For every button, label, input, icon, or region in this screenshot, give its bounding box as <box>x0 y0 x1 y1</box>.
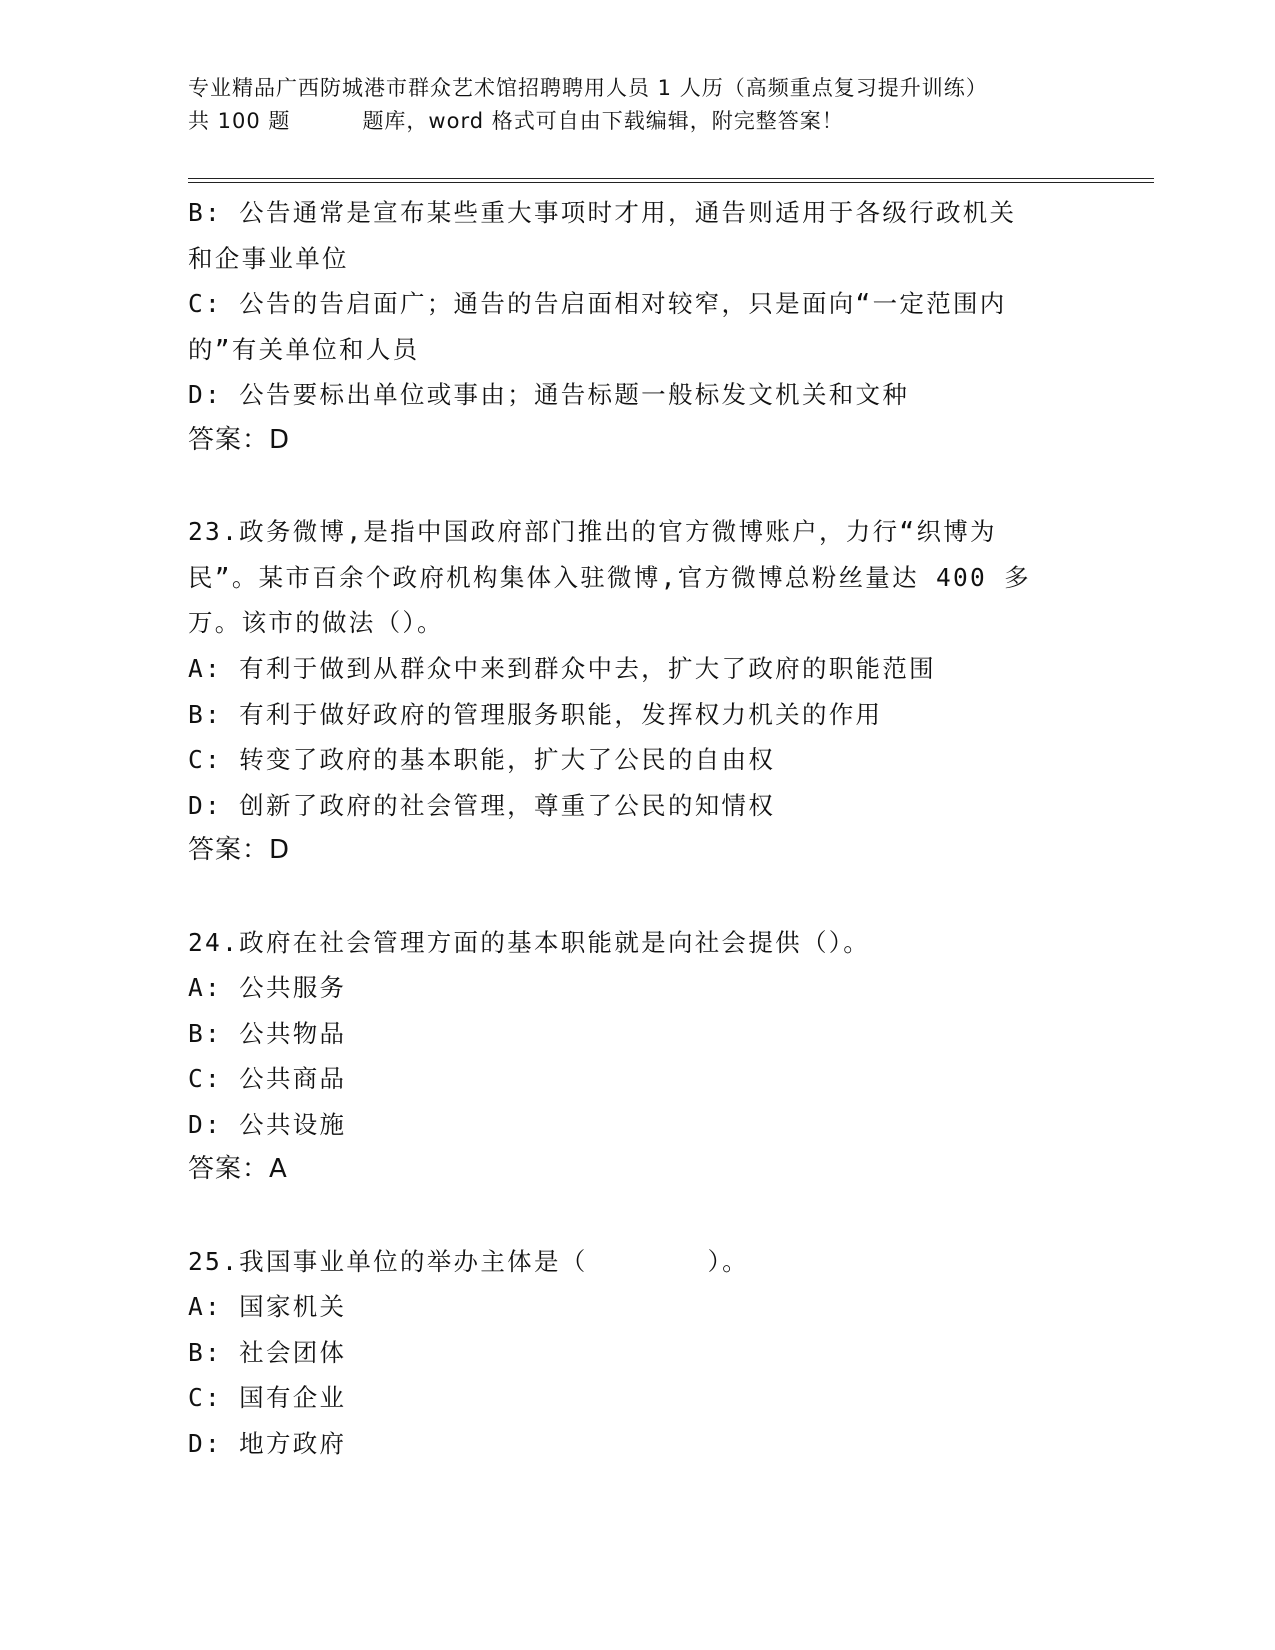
option-c-continued: 的”有关单位和人员 <box>188 334 420 364</box>
question-25 <box>188 1239 1088 1467</box>
question-24 <box>188 920 1088 1194</box>
option-c: C: 公共商品 <box>188 1064 347 1094</box>
option-b: B: 有利于做好政府的管理服务职能，发挥权力机关的作用 <box>188 699 883 729</box>
option-b: B: 社会团体 <box>188 1337 347 1367</box>
question-23 <box>188 509 1088 874</box>
question-stem: 24.政府在社会管理方面的基本职能就是向社会提供（）。 <box>188 927 871 957</box>
question-stem-left: 25.我国事业单位的举办主体是（ <box>188 1246 588 1276</box>
option-b: B: 公共物品 <box>188 1018 347 1048</box>
option-c: C: 公告的告启面广；通告的告启面相对较窄，只是面向“一定范围内 <box>188 289 1007 319</box>
option-d: D: 地方政府 <box>188 1429 347 1459</box>
question-stem-right: ）。 <box>707 1246 749 1276</box>
option-a: A: 公共服务 <box>188 973 347 1003</box>
option-d: D: 公告要标出单位或事由；通告标题一般标发文机关和文种 <box>188 380 910 410</box>
option-b-continued: 和企事业单位 <box>188 243 349 273</box>
header-description: 题库，word 格式可自由下载编辑，附完整答案！ <box>362 109 844 133</box>
header-divider <box>188 178 1154 183</box>
document-body <box>188 190 1088 1467</box>
question-stem: 23.政务微博,是指中国政府部门推出的官方微博账户，力行“织博为 <box>188 517 997 547</box>
header-subtitle-line <box>188 105 1088 138</box>
option-d: D: 创新了政府的社会管理，尊重了公民的知情权 <box>188 790 776 820</box>
header-title-line: 专业精品广西防城港市群众艺术馆招聘聘用人员 1 人历（高频重点复习提升训练） <box>188 76 988 100</box>
option-a: A: 有利于做到从群众中来到群众中去，扩大了政府的职能范围 <box>188 653 936 683</box>
question-count: 共 100 题 <box>188 109 291 133</box>
option-c: C: 国有企业 <box>188 1383 347 1413</box>
question-stem <box>188 1239 1088 1285</box>
answer-line: 答案：D <box>188 835 291 866</box>
document-header <box>188 72 1088 138</box>
prev-question-tail <box>188 190 1088 464</box>
option-c: C: 转变了政府的基本职能，扩大了公民的自由权 <box>188 745 776 775</box>
answer-line: 答案：D <box>188 424 291 455</box>
question-stem-continued: 民”。某市百余个政府机构集体入驻微博,官方微博总粉丝量达 400 多 <box>188 562 1031 592</box>
question-stem-continued: 万。该市的做法（）。 <box>188 608 444 638</box>
option-d: D: 公共设施 <box>188 1109 347 1139</box>
option-a: A: 国家机关 <box>188 1292 347 1322</box>
option-b: B: 公告通常是宣布某些重大事项时才用，通告则适用于各级行政机关 <box>188 198 1017 227</box>
answer-line: 答案：A <box>188 1154 288 1185</box>
